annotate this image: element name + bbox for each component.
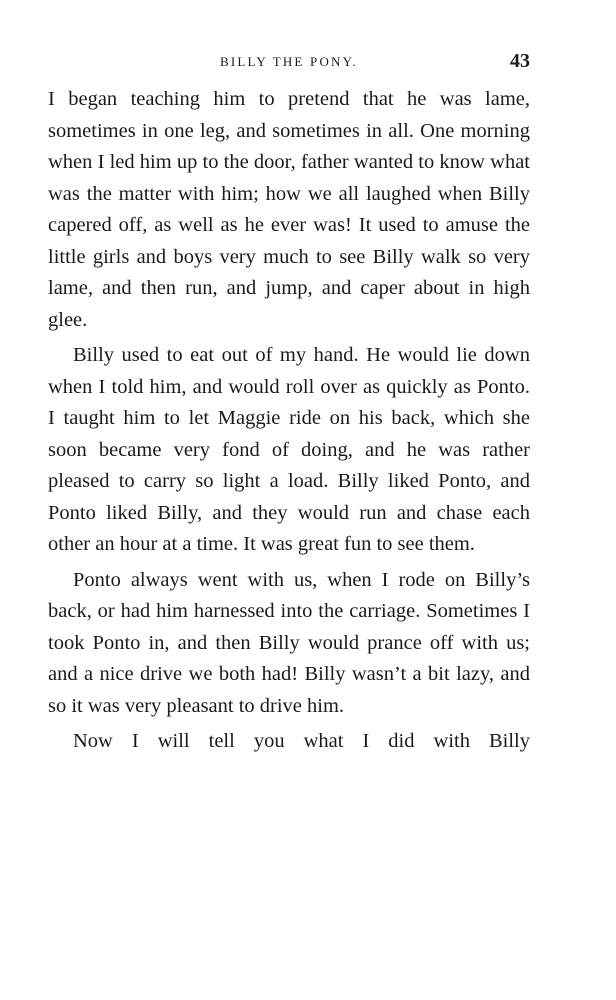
- paragraph-2: Billy used to eat out of my hand. He would lie down when I told him, and would roll over as quickly as Ponto. I taught him to let Maggie ride on his back, which she soon became very fond of doing, and he was rather pleased to carry so light a load. Billy liked Ponto, and Ponto liked Billy, and they would run and chase each other an hour at a time. It was great fun to see them.: [48, 344, 530, 555]
- body-text: [48, 84, 530, 762]
- page-number: 43: [510, 50, 530, 72]
- running-title: BILLY THE PONY.: [220, 54, 358, 69]
- paragraph-3: Ponto always went with us, when I rode on Billy’s back, or had him harnessed into the carriage. Sometimes I took Ponto in, and then Billy would prance off with us; and a nice drive we both had! Billy wasn’t a bit lazy, and so it was very pleasant to drive him.: [48, 568, 530, 717]
- paragraph-1: I began teaching him to pretend that he was lame, sometimes in one leg, and sometimes in all. One morning when I led him up to the door, father wanted to know what was the matter with him; how we all laughed when Billy capered off, as well as he ever was! It used to amuse the little girls and boys very much to see Billy walk so very lame, and then run, and jump, and caper about in high glee.: [48, 88, 530, 331]
- running-head: [48, 50, 530, 74]
- paragraph-4: Now I will tell you what I did with Billy: [73, 730, 530, 752]
